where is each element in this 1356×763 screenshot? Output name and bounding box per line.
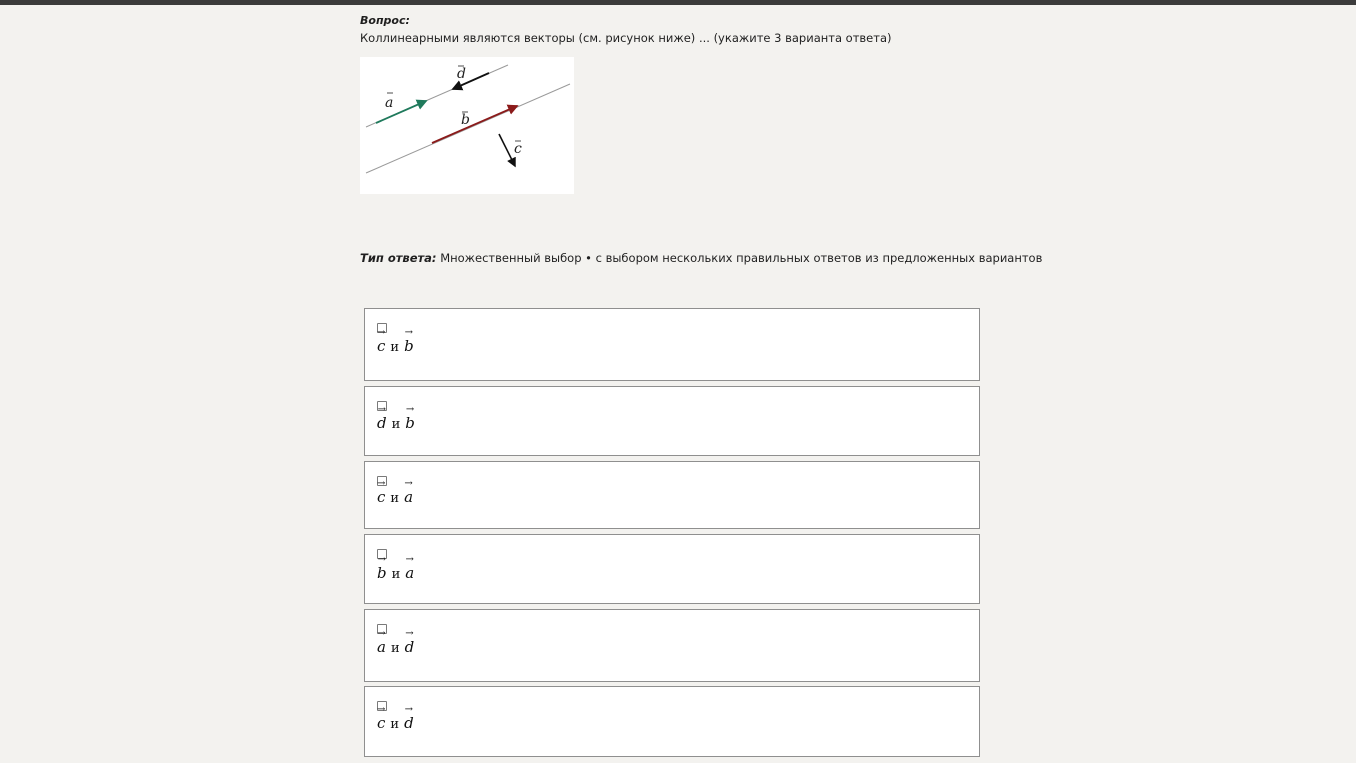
option-2[interactable]: → d и→ b	[364, 386, 980, 456]
vector-symbol: → d	[405, 638, 415, 656]
vector-symbol: → a	[405, 564, 414, 582]
vector-b	[432, 106, 517, 143]
vector-symbol: → a	[404, 488, 413, 506]
vector-c	[499, 134, 515, 166]
guide-line-lower	[366, 84, 570, 173]
vector-a	[376, 101, 426, 123]
vector-symbol: → c	[377, 488, 385, 506]
question-label: Вопрос:	[360, 14, 410, 27]
top-bar	[0, 0, 1356, 5]
answer-type	[360, 251, 1042, 265]
label-a: a	[385, 95, 394, 111]
vector-symbol: → d	[404, 714, 414, 732]
option-1[interactable]: → c и→ b	[364, 308, 980, 381]
option-4[interactable]: → b и→ a	[364, 534, 980, 604]
question-text: Коллинеарными являются векторы (см. рисунок ниже) ... (укажите 3 варианта ответа)	[360, 31, 892, 45]
vector-symbol: → b	[405, 414, 415, 432]
label-c: c	[514, 141, 522, 157]
option-6[interactable]: → c и→ d	[364, 686, 980, 757]
vector-symbol: → b	[377, 564, 387, 582]
option-5[interactable]: → a и→ d	[364, 609, 980, 682]
label-b: b	[461, 112, 470, 128]
answer-type-text: Множественный выбор • с выбором нескольких правильных ответов из предложенных вариантов	[440, 251, 1043, 265]
option-3[interactable]: → c и→ a	[364, 461, 980, 529]
answer-type-label: Тип ответа:	[360, 251, 437, 265]
vector-symbol: → c	[377, 337, 385, 355]
vector-symbol: → b	[404, 337, 414, 355]
label-d: d	[457, 66, 466, 82]
vector-symbol: → c	[377, 714, 385, 732]
vectors-figure	[360, 57, 574, 194]
vector-symbol: → d	[377, 414, 387, 432]
vector-symbol: → a	[377, 638, 386, 656]
